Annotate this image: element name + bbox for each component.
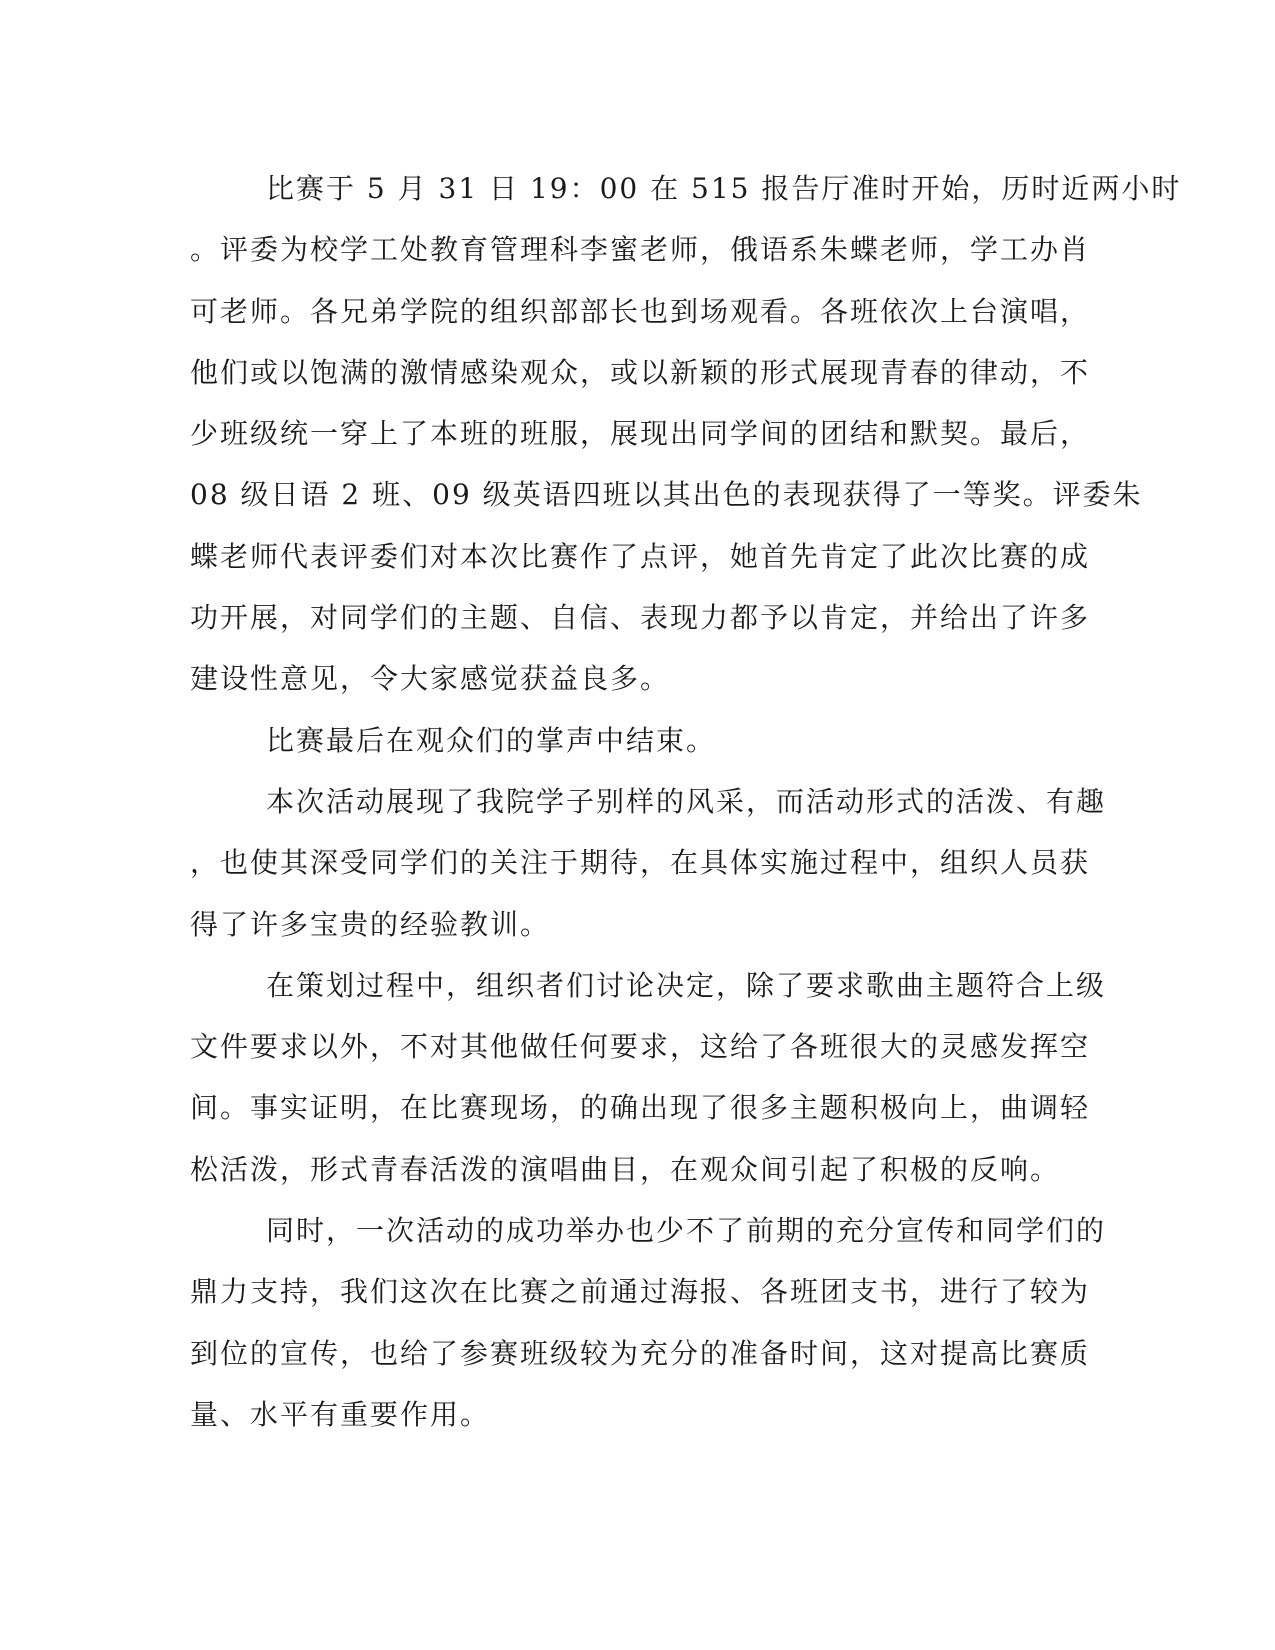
text-line: 他们或以饱满的激情感染观众，或以新颖的形式展现青春的律动，不	[190, 355, 1091, 389]
text-line: 可老师。各兄弟学院的组织部部长也到场观看。各班依次上台演唱，	[190, 294, 1091, 328]
text-line: 本次活动展现了我院学子别样的风采，而活动形式的活泼、有趣	[266, 784, 1107, 818]
text-line: 在策划过程中，组织者们讨论决定，除了要求歌曲主题符合上级	[266, 968, 1107, 1002]
text-line: 蝶老师代表评委们对本次比赛作了点评，她首先肯定了此次比赛的成	[190, 539, 1091, 573]
text-line: ，也使其深受同学们的关注于期待，在具体实施过程中，组织人员获	[190, 846, 1091, 880]
text-line: 同时，一次活动的成功举办也少不了前期的充分宣传和同学们的	[266, 1214, 1107, 1248]
text-line: 到位的宣传，也给了参赛班级较为充分的准备时间，这对提高比赛质	[190, 1336, 1091, 1370]
text-line: 08 级日语 2 班、09 级英语四班以其出色的表现获得了一等奖。评委朱	[190, 478, 1143, 512]
paragraph-activity-review	[190, 771, 1107, 955]
text-line: 间。事实证明，在比赛现场，的确出现了很多主题积极向上，曲调轻	[190, 1091, 1091, 1125]
paragraph-planning	[190, 955, 1107, 1200]
text-line: 比赛于 5 月 31 日 19：00 在 515 报告厅准时开始，历时近两小时	[266, 172, 1182, 205]
text-line: 文件要求以外，不对其他做任何要求，这给了各班很大的灵感发挥空	[190, 1030, 1091, 1064]
text-line: 建设性意见，令大家感觉获益良多。	[190, 662, 671, 696]
text-line: 得了许多宝贵的经验教训。	[190, 907, 551, 941]
paragraph-competition-summary	[190, 158, 1182, 710]
text-line: 松活泼，形式青春活泼的演唱曲目，在观众间引起了积极的反响。	[190, 1152, 1061, 1186]
text-line: 比赛最后在观众们的掌声中结束。	[266, 723, 717, 757]
document-body	[190, 158, 1182, 1445]
text-line: 量、水平有重要作用。	[190, 1397, 491, 1431]
paragraph-competition-end	[190, 710, 1070, 771]
text-line: 功开展，对同学们的主题、自信、表现力都予以肯定，并给出了许多	[190, 601, 1091, 635]
text-line: 少班级统一穿上了本班的班服，展现出同学间的团结和默契。最后，	[190, 417, 1091, 451]
text-line: 鼎力支持，我们这次在比赛之前通过海报、各班团支书，进行了较为	[190, 1275, 1091, 1309]
paragraph-promotion	[190, 1200, 1107, 1445]
text-line: 。评委为校学工处教育管理科李蜜老师，俄语系朱蝶老师，学工办肖	[190, 233, 1091, 267]
